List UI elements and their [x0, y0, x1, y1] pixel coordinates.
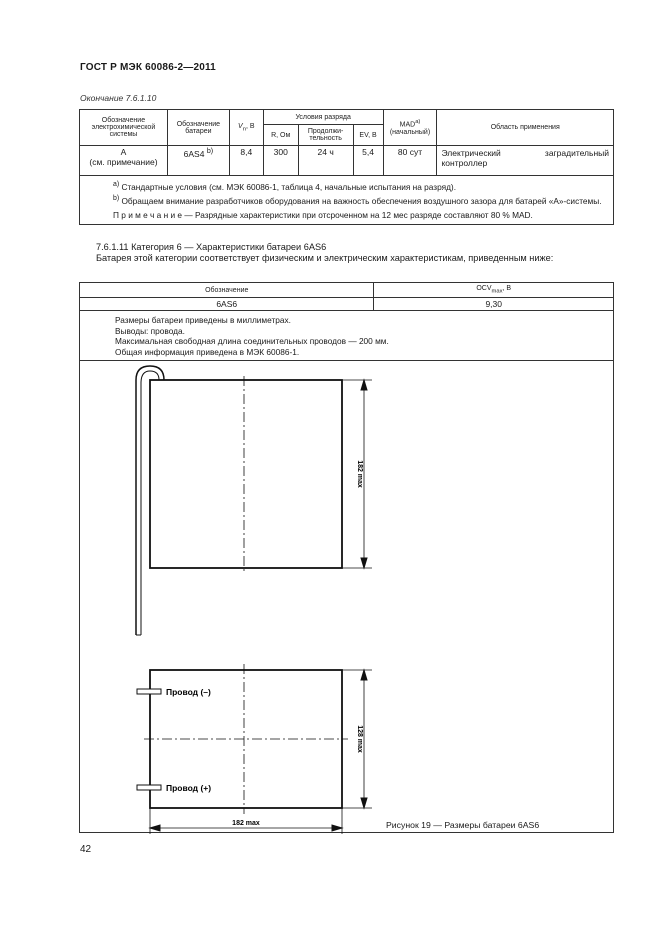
lead-minus [137, 689, 161, 694]
footnote-b-mark: b) [113, 194, 120, 202]
info-line: Общая информация приведена в МЭК 60086-1. [115, 346, 300, 357]
battery-body-top [150, 380, 342, 568]
footnote-b: Обращаем внимание разработчиков оборудования на важность обеспечения воздушного зазора для батарей «А»-системы. [121, 195, 602, 206]
mad-note: (начальный) [389, 128, 431, 136]
continuation-label: Окончание 7.6.1.10 [80, 93, 157, 103]
dim-arrow [361, 558, 367, 568]
header-designation-2: Обозначение [80, 283, 374, 298]
header-r: R, Ом [263, 125, 298, 146]
lead-plus [137, 785, 161, 790]
ocv-label: OCV [476, 285, 492, 293]
dim-arrow [361, 380, 367, 390]
footnote-a: Стандартные условия (см. МЭК 60086-1, таблица 4, начальные испытания на разряд). [121, 181, 456, 192]
note-label: П р и м е ч а н и е [113, 209, 183, 220]
system-value: A [120, 147, 127, 157]
note-text: — Разрядные характеристики при отсроченном на 12 мес разряде составляют 80 % MAD. [182, 209, 533, 220]
dim-label-width: 182 max [232, 820, 260, 827]
header-duration: Продолжи-тельность [298, 125, 353, 146]
mad-label: MAD [399, 121, 416, 129]
dim-arrow [361, 670, 367, 680]
designation-sup: b) [206, 147, 214, 155]
header-ev: EV, В [353, 125, 383, 146]
section-title: 7.6.1.11 Категория 6 — Характеристики батареи 6AS6 [96, 242, 327, 252]
designation-value: 6AS4 [183, 148, 205, 159]
vn-symbol: V [238, 122, 243, 130]
system-note: (см. примечание) [89, 157, 158, 167]
cell-mad: 80 сут [383, 146, 437, 176]
cell-ev: 5,4 [353, 146, 383, 176]
mad-sup: а) [415, 119, 421, 126]
lead-minus-label: Провод (–) [166, 687, 211, 697]
cell-r: 300 [263, 146, 298, 176]
cell-ocv: 9,30 [374, 298, 614, 311]
lead-plus-label: Провод (+) [166, 783, 212, 793]
section-paragraph: Батарея этой категории соответствует физическим и электрическим характеристикам, приведенным ниже: [96, 253, 554, 263]
info-line: Максимальная свободная длина соединительных проводов — 200 мм. [115, 336, 389, 347]
header-designation: Обозначение батареи [167, 110, 229, 146]
info-line: Размеры батареи приведены в миллиметрах. [115, 315, 291, 325]
dim-arrow [332, 825, 342, 831]
cell-vn: 8,4 [229, 146, 263, 176]
dim-arrow [150, 825, 160, 831]
info-line: Выводы: провода. [115, 325, 185, 336]
vn-subscript: n [242, 126, 246, 133]
header-application: Область применения [437, 110, 614, 146]
header-system: Обозначение электрохимической системы [80, 110, 168, 146]
ocv-unit: , В [502, 285, 512, 293]
figure-caption: Рисунок 19 — Размеры батареи 6AS6 [386, 820, 540, 830]
vn-unit: , В [245, 122, 255, 130]
ocv-subscript: max [491, 288, 503, 295]
cell-duration: 24 ч [298, 146, 353, 176]
page-number: 42 [80, 844, 92, 855]
cell-designation-2: 6AS6 [80, 298, 374, 311]
dim-arrow [361, 798, 367, 808]
footnote-a-mark: а) [113, 181, 120, 188]
header-conditions: Условия разряда [263, 110, 383, 125]
page-header-title: ГОСТ Р МЭК 60086-2—2011 [80, 62, 216, 73]
dim-label-height-top: 182 max [356, 460, 363, 488]
cell-application: Электрический заградительный контроллер [437, 146, 614, 176]
dim-label-height-bottom: 128 max [356, 725, 363, 753]
